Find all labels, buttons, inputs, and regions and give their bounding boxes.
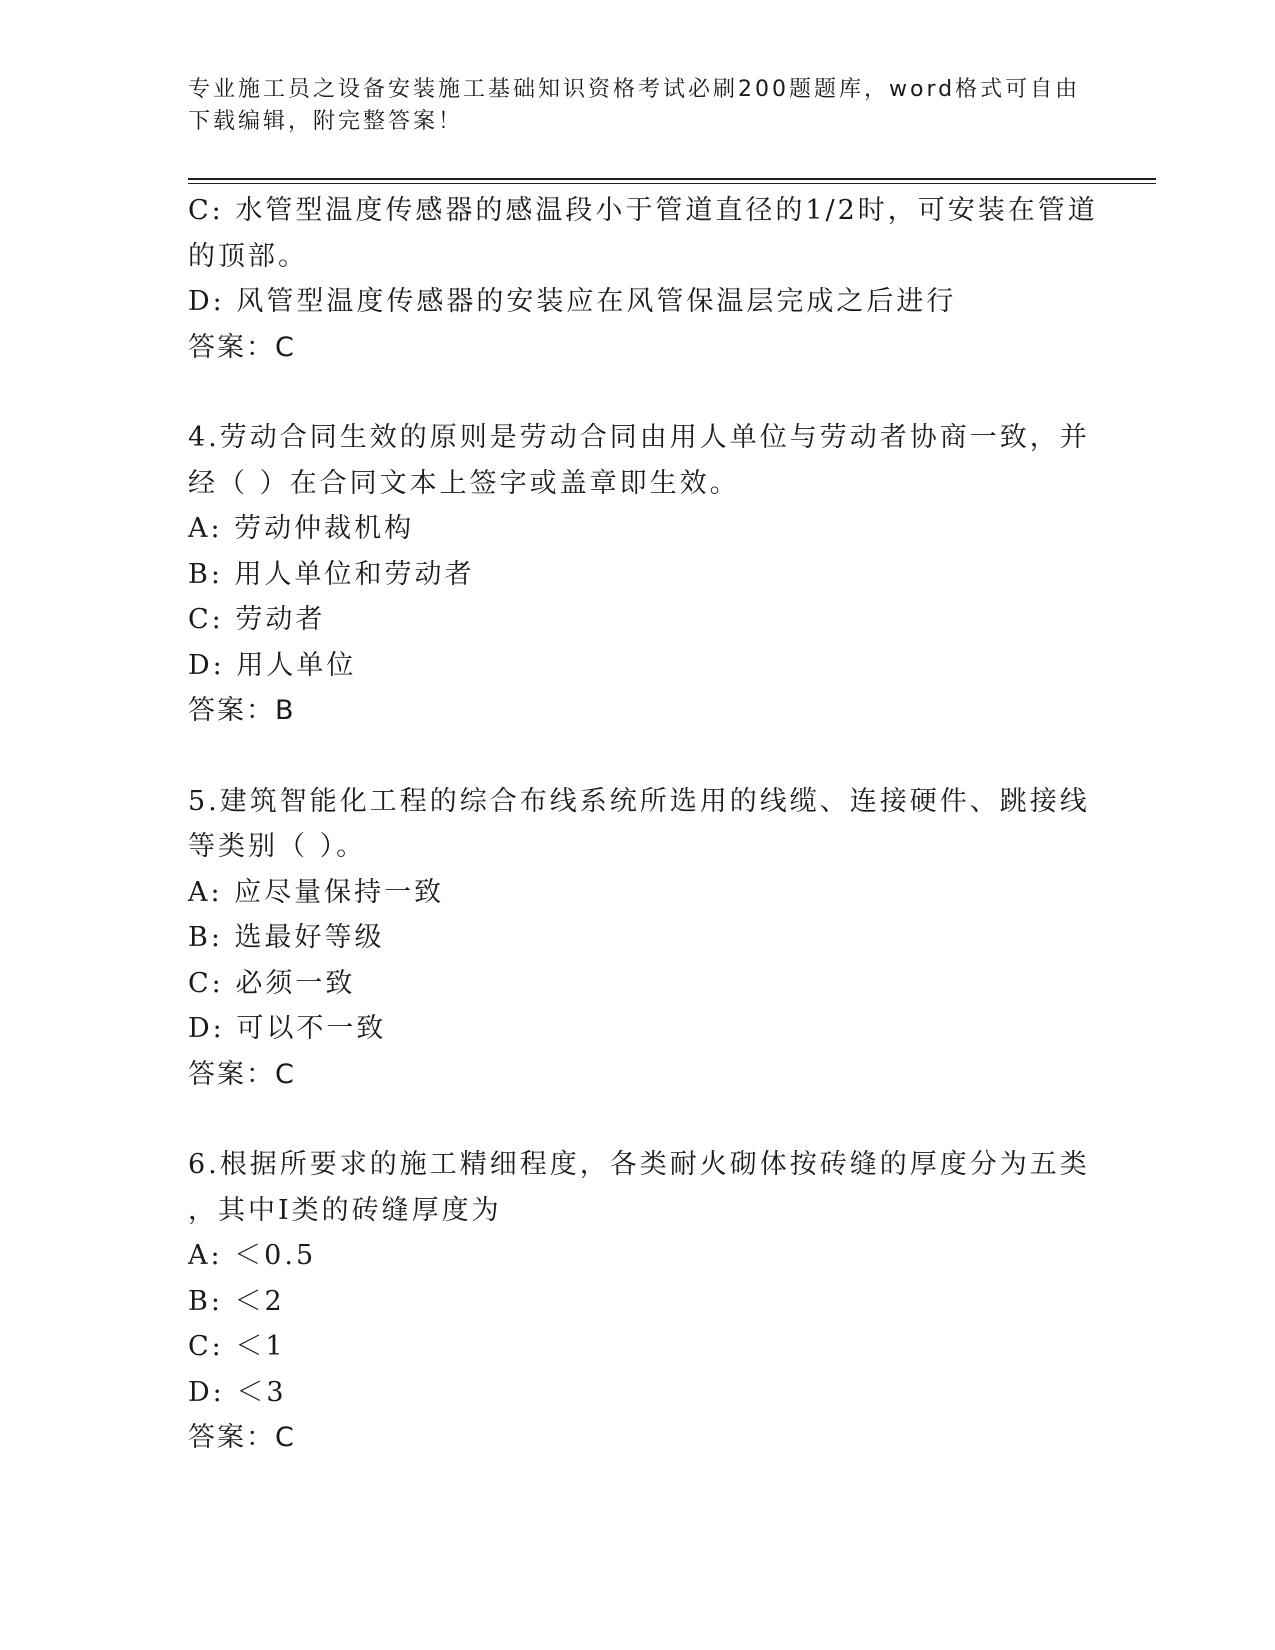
option-d: D: 用人单位 — [188, 649, 357, 681]
option-a: A: ＜0.5 — [188, 1240, 317, 1271]
option-b: B: ＜2 — [188, 1285, 285, 1317]
answer: 答案：C — [188, 1422, 296, 1453]
answer: 答案：C — [188, 331, 296, 363]
option-b: B: 用人单位和劳动者 — [188, 558, 475, 590]
spacer — [188, 1097, 1088, 1142]
question-4 — [188, 415, 1088, 734]
option-b: B: 选最好等级 — [188, 922, 385, 953]
header-divider-thick — [188, 178, 1156, 180]
option-c: C: 必须一致 — [188, 967, 356, 999]
option-c: C: 劳动者 — [188, 604, 326, 635]
option-a: A: 应尽量保持一致 — [188, 876, 445, 908]
spacer — [188, 370, 1088, 415]
header-line-1: 专业施工员之设备安装施工基础知识资格考试必刷200题题库，word格式可自由 — [188, 77, 1081, 102]
question-stem-line-2: 经（ ）在合同文本上签字或盖章即生效。 — [188, 467, 740, 499]
question-content — [188, 188, 1098, 1461]
option-c: C: ＜1 — [188, 1331, 286, 1362]
option-c-line-1: C: 水管型温度传感器的感温段小于管道直径的1/2时，可安装在管道 — [188, 195, 1098, 226]
question-6 — [188, 1142, 1088, 1461]
option-d: D: ＜3 — [188, 1376, 287, 1408]
question-stem-line-1: 5.建筑智能化工程的综合布线系统所选用的线缆、连接硬件、跳接线 — [188, 785, 1090, 817]
answer: 答案：B — [188, 695, 296, 726]
question-stem-line-1: 6.根据所要求的施工精细程度，各类耐火砌体按砖缝的厚度分为五类 — [188, 1149, 1090, 1180]
option-c-line-2: 的顶部。 — [188, 240, 308, 272]
answer: 答案：C — [188, 1058, 296, 1090]
document-header — [188, 74, 1088, 138]
header-divider-thin — [188, 183, 1156, 184]
option-a: A: 劳动仲裁机构 — [188, 513, 415, 544]
question-stem-line-2: ，其中Ⅰ类的砖缝厚度为 — [188, 1194, 502, 1226]
option-d: D: 可以不一致 — [188, 1013, 387, 1044]
question-stem-line-2: 等类别（ ）。 — [188, 831, 367, 862]
header-line-2: 下载编辑，附完整答案！ — [188, 109, 464, 134]
question-3-tail — [188, 188, 1098, 370]
option-d: D: 风管型温度传感器的安装应在风管保温层完成之后进行 — [188, 286, 957, 317]
spacer — [188, 734, 1088, 779]
question-5 — [188, 779, 1088, 1098]
question-stem-line-1: 4.劳动合同生效的原则是劳动合同由用人单位与劳动者协商一致，并 — [188, 422, 1090, 453]
